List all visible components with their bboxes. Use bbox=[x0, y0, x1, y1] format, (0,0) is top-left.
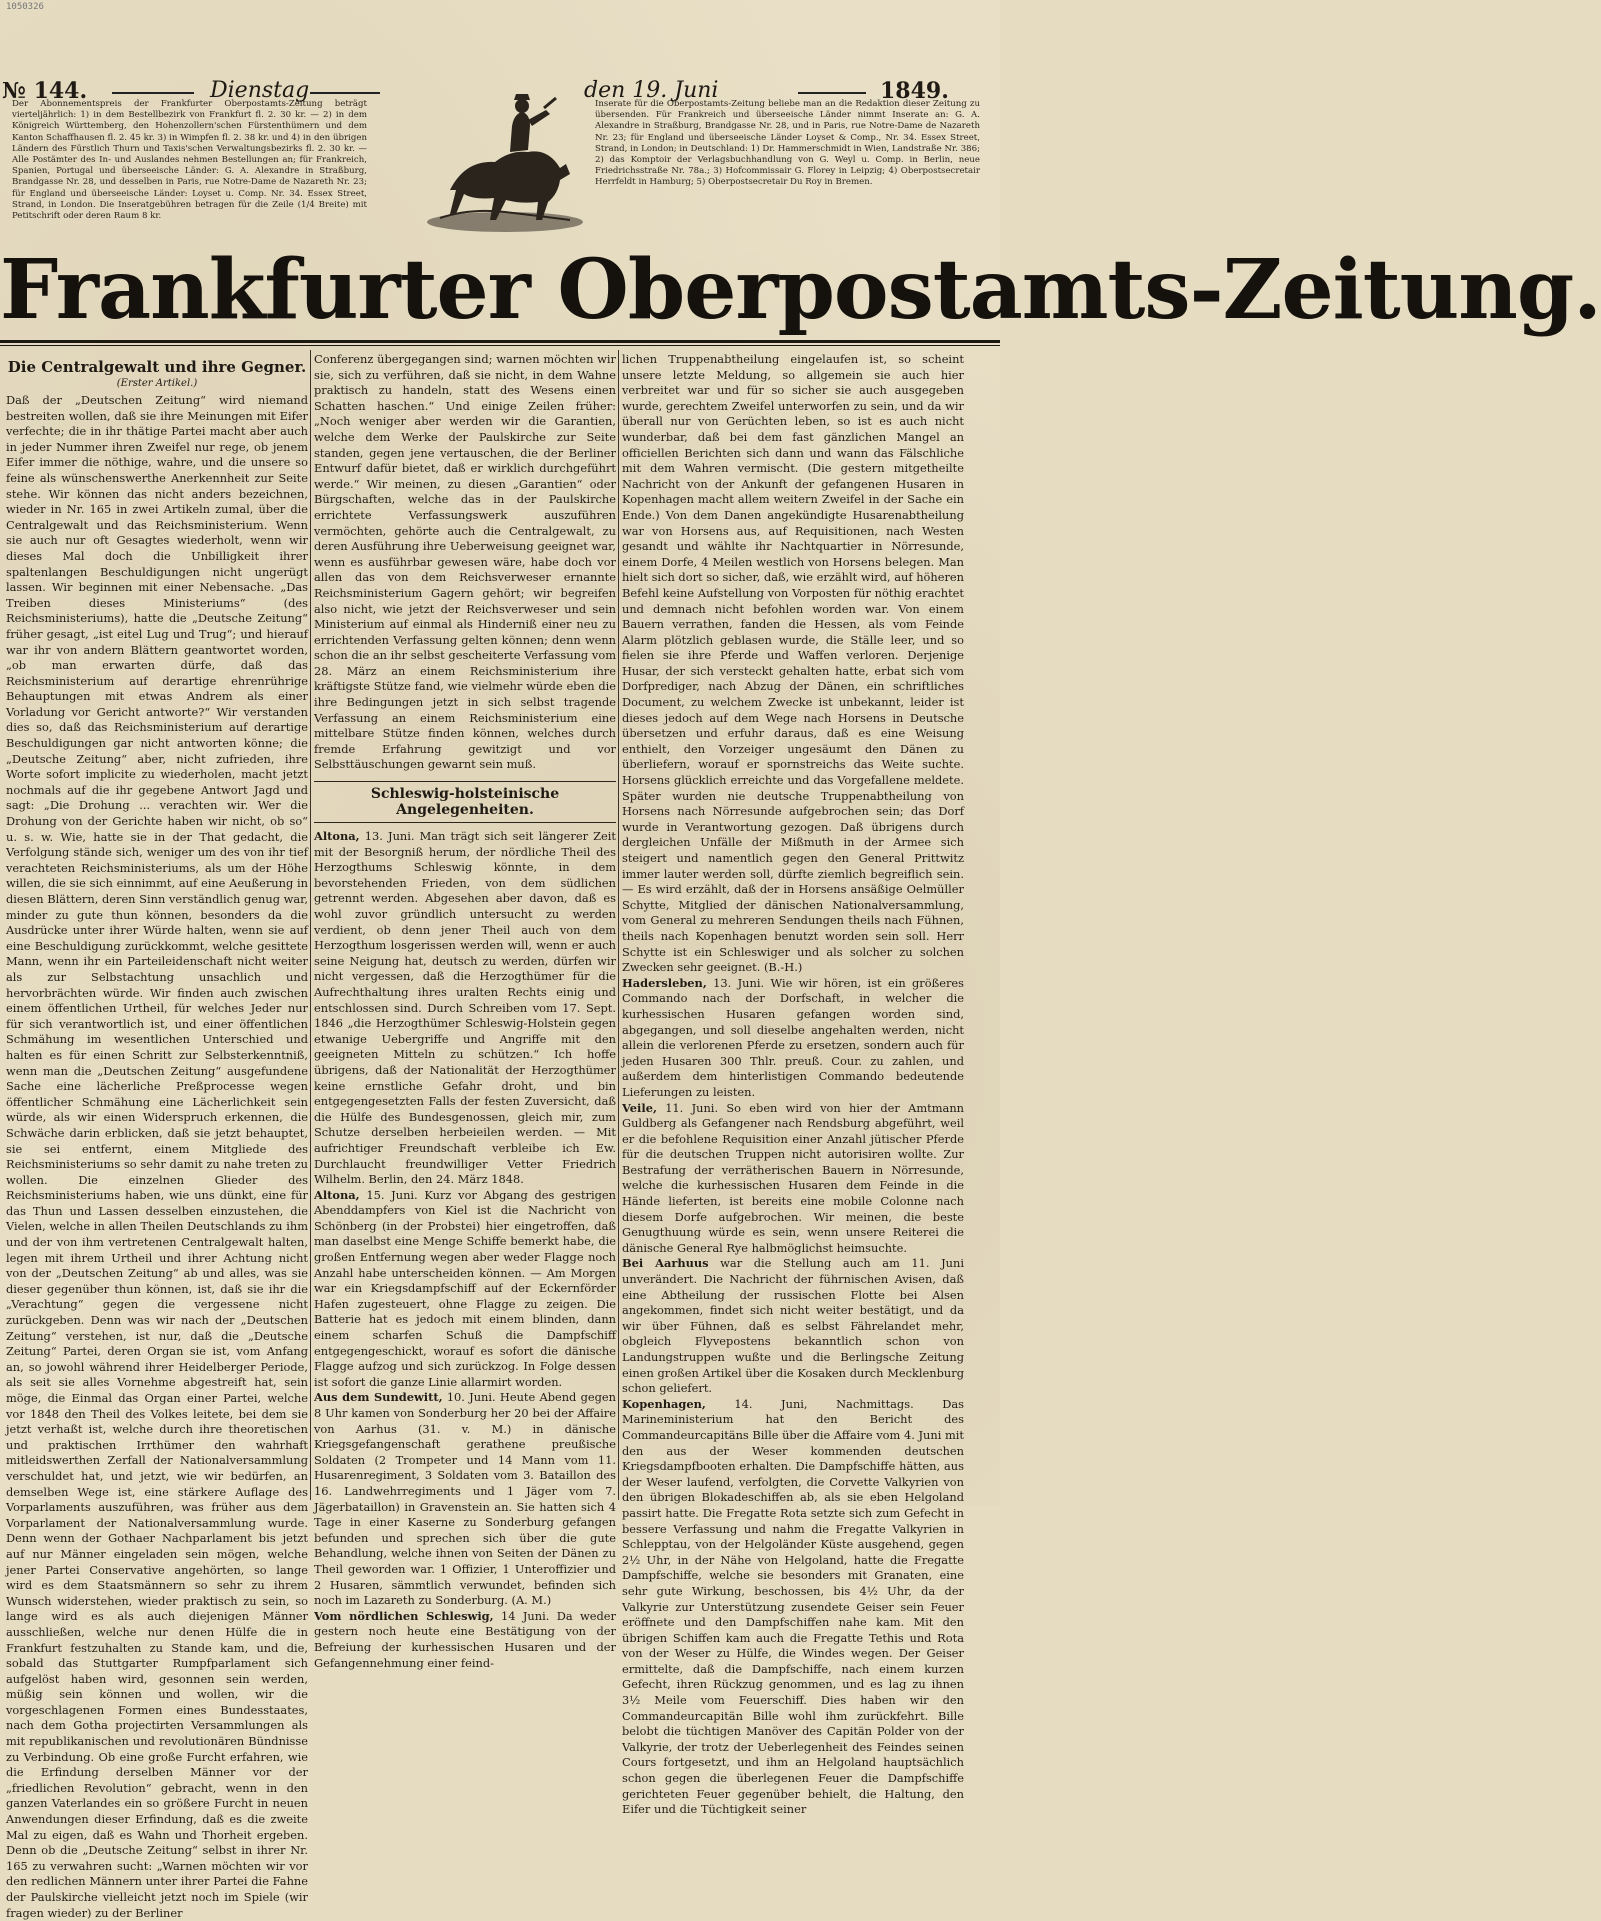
post-rider-vignette-icon bbox=[410, 90, 590, 240]
weekday: Dienstag bbox=[210, 78, 310, 103]
report-text: war die Stellung auch am 11. Juni unverändert. Die Nachricht der führnischen Avisen, daß eine Abtheilung der russischen Flotte bei Alsen angekommen, findet sich nicht weiter bestätigt, und da wir über Fühnen, daß es selbst Fährelandet mehr, obgleich Flyvepostens bekanntlich schon von Landungstruppen wußte und die Berlingsche Zeitung einen großen Artikel über die Kosaken durch Mecklenburg schon geliefert. bbox=[622, 1256, 964, 1396]
column-2 bbox=[314, 352, 616, 1670]
article-headline: Die Centralgewalt und ihre Gegner. bbox=[7, 358, 307, 376]
column-divider bbox=[310, 350, 311, 1500]
report-place: Altona, bbox=[314, 829, 360, 844]
archive-stamp: 1050326 bbox=[6, 2, 44, 12]
advertisement-notice: Inserate für die Oberpostamts-Zeitung beliebe man an die Redaktion dieser Zeitung zu übersenden. Für Frankreich und überseeische Länder nimmt Inserate an: G. A. Alexandre in Straßburg, Brandgasse Nr. 28, und in Paris, rue Notre-Dame de Nazareth Nr. 23; für England und überseeische Länder Loyset & Comp., Nr. 34. Essex Street, Strand, in London; in Deutschland: 1) Dr. Hammerschmidt in Wien, Landstraße Nr. 386; 2) das Komptoir der Verlagsbuchhandlung von G. Weyl u. Comp. in Berlin, neue Friedrichsstraße Nr. 78a.; 3) Hofcommissair G. Florey in Leipzig; 4) Oberpostsecretair Herrfeldt in Hamburg; 5) Oberpostsecretair Du Roy in Bremen. bbox=[595, 99, 980, 188]
report-date: 13. Juni. bbox=[713, 975, 765, 990]
report-text: Man trägt sich seit längerer Zeit mit der Besorgniß herum, der nördliche Theil des Herzogthums Schleswig könnte, in dem bevorstehenden Frieden, von dem südlichen getrennt werden. Abgesehen aber davon, daß es wohl zuvor gründlich untersucht zu werden verdient, ob denn jener Theil auch von dem Herzogthum losgerissen werden will, wenn er auch seine Neigung hat, deutsch zu werden, dürfen wir nicht vergessen, daß die Herzogthümer für die Aufrechthaltung ihres uralten Rechts einig und entschlossen sind. Durch Schreiben vom 17. Sept. 1846 „die Herzogthümer Schleswig-Holstein gegen etwanige Uebergriffe und Angriffe mit den geeigneten Mitteln zu schützen.“ Ich hoffe übrigens, daß der Nationalität der Herzogthümer keine ernstliche Gefahr droht, und bin entgegengesetzten Falls der festen Zuversicht, daß die Hülfe des Bundesgenossen, gleich mir, zum Schutze derselben herbeieilen werden. — Mit aufrichtiger Freundschaft verbleibe ich Ew. Durchlaucht freundwilliger Vetter Friedrich Wilhelm. Berlin, den 24. März 1848. bbox=[314, 829, 616, 1187]
report-text: Heute Abend gegen 8 Uhr kamen von Sonderburg her 20 bei der Affaire von Aarhus (31. v. M.) in dänische Kriegsgefangenschaft gerathene preußische Soldaten (2 Trompeter und 14 Mann vom 11. Husarenregiment, 3 Soldaten vom 3. Bataillon des 16. Landwehrregiments und 1 Jäger vom 7. Jägerbataillon) in Gravenstein an. Sie hatten sich 4 Tage in einer Kaserne zu Sonderburg gefangen befunden und sprechen sich über die gute Behandlung, welche ihnen von Seiten der Dänen zu Theil geworden war. 1 Offizier, 1 Unteroffizier und 2 Husaren, sämmtlich verwundet, befinden sich noch im Lazareth zu Sonderburg. (A. M.) bbox=[314, 1390, 616, 1608]
report bbox=[622, 1101, 964, 1257]
article-body: Daß der „Deutschen Zeitung“ wird niemand bestreiten wollen, daß sie ihre Meinungen mit Eifer verfechte; die in ihr thätige Partei macht aber auch in jeder Nummer ihren Zweifel nur rege, ob jenem Eifer immer die nöthige, wahre, und die unsere so feine als wünschenswerthe Anerkennheit zur Seite stehe. Wir können das nicht anders bezeichnen, wieder in Nr. 165 in zwei Artikeln zumal, über die Centralgewalt und das Reichsministerium. Wenn sie auch nur oft Gesagtes wiederholt, wenn wir dieses Mal doch die Unbilligkeit ihrer spaltenlangen Beschuldigungen nicht ungerügt lassen. Wir beginnen mit einer Nebensache. „Das Treiben dieses Ministeriums“ (des Reichsministeriums), hatte die „Deutsche Zeitung“ früher gesagt, „ist eitel Lug und Trug“; und hierauf war ihr von andern Blättern geantwortet worden, „ob man erwarten dürfe, daß das Reichsministerium auf derartige ehrenrührige Behauptungen mit etwas Andrem als einer Vorladung vor Gericht antworte?“ Wir verstanden dies so, daß das Reichsministerium auf derartige Beschuldigungen gar nicht antworten könne; die „Deutsche Zeitung“ aber, nicht zufrieden, ihre Worte sofort implicite zu wiederholen, macht jetzt nochmals auf die ihr gegebene Antwort Jagd und sagt: „Die Drohung ... verachten wir. Wer die Drohung von der Gerichte haben wir nicht, ob so“ u. s. w. Wie, hatte sie in der That gedacht, die Verfolgung stände sich, weniger um des von ihr tief verachteten Reichsministeriums, als um der Höhe willen, die sie sich einnimmt, auf eine Aeußerung in diesen Blättern, deren Sinn verständlich genug war, minder zu gute thun können, besonders da die Ausdrücke unter ihrer Würde halten, wenn sie auf eine Beschuldigung zurückkommt, welche gesittete Mann, wenn ihr ein Parteileidenschaft nicht weiter als zur Selbstachtung unsachlich und hervorbrächten würde. Wir finden auch zwischen einem öffentlichen Urtheil, für welches Jeder nur für sich verantwortlich ist, und einer öffentlichen Schmähung im wesentlichen Unterschied und halten es für einen Schritt zur Selbsterkenntniß, wenn man die „Deutschen Zeitung“ ausgefundene Sache eine lächerliche Preßprocesse wegen öffentlicher Schmähung eine Lächerlichkeit sein würde, als wir einen Widerspruch erkennen, die Schwäche darin erblicken, daß sie jetzt behauptet, sie sei entfernt, einem Mitgliede des Reichsministeriums so sehr damit zu nahe treten zu wollen. Die einzelnen Glieder des Reichsministeriums haben, wie uns dünkt, eine für das Thun und Lassen desselben einzustehen, die Vielen, welche in allen Theilen Deutschlands zu ihm und der von ihm vertretenen Centralgewalt halten, legen mit ihrem Urtheil und ihrer Achtung nicht von der „Deutschen Zeitung“ ab und alles, was sie dieser gegenüber thun können, ist, daß sie ihr die „Verachtung“ gegen die vergessene nicht zurückgeben. Denn was wir nach der „Deutschen Zeitung“ verstehen, ist nur, daß die „Deutsche Zeitung“ Partei, deren Organ sie ist, vom Anfang an, so jowohl während ihrer Heidelberger Periode, als seit sie alles Vornehme abgestreift hat, sein möge, die Einmal das Organ einer Partei, welche vor 1848 den Theil des Volkes leitete, bei dem sie jetzt verhaßt ist, welche durch ihre theoretischen und praktischen Irrthümer den wahrhaft mitleidswerthen Zerfall der Nationalversammlung verschuldet hat, und jetzt, wie wir bedürfen, an demselben Wege ist, eine stärkere Auflage des Vorparlaments auszuführen, was früher aus dem Vorparlament der Nationalversammlung wurde. Denn wenn der Gothaer Nachparlament bis jetzt auf nur Männer eingeladen sein mögen, welche jener Partei Conservative angehörten, so lange wird es dem Staatsmännern so sehr zu ihrem Wunsch widerstehen, wieder praktisch zu sein, so lange wird es als auch diejenigen Männer ausschließen, welche nur denen Hülfe die in Frankfurt festzuhalten zu Stande kam, und die, sobald das Stuttgarter Rumpfparlament sich aufgelöst haben wird, gesonnen sein werden, müßig sein können und wollen, wir die vorgeschlagenen Formen eines Bundesstaates, nach dem Gotha projectirten Versammlungen als mit republikanischen und revolutionären Bündnisse zu Verbindung. Ob eine große Furcht erfahren, wie die Erfindung derselben Männer vor der „friedlichen Revolution“ gebracht, wenn in den ganzen Vaterlandes ein so größere Furcht in neuen Anwendungen dieser Erfindung, daß es die zweite Mal zu eigen, daß es Wahn und Thorheit ergeben. Denn ob die „Deutsche Zeitung“ selbst in ihrer Nr. 165 zu verwahren sucht: „Warnen möchten wir vor den redlichen Männern unter ihrer Partei die Fahne der Paulskirche vielleicht jetzt noch im Spiele (wir fragen wieder) zu der Berliner bbox=[6, 393, 308, 1920]
article-body-continued: lichen Truppenabtheilung eingelaufen ist, so scheint unsere letzte Meldung, so allgemein sie auch hier verbreitet war und für so sicher sie auch ausgegeben wurde, gerechtem Zweifel unterworfen zu sein, und da wir überall nur von Gerüchten leben, so ist es auch nicht wunderbar, daß bei dem fast gänzlichen Mangel an officiellen Berichten sich dann und wann das Fälschliche mit dem Wahren vermischt. (Die gestern mitgetheilte Nachricht von der Ankunft der gefangenen Husaren in Kopenhagen macht allem weitern Zweifel in der Sache ein Ende.) Von dem Danen angekündigte Husarenabtheilung war von Horsens aus, auf Requisitionen, nach Westen gesandt und wählte ihr Nachtquartier in Nörresunde, einem Dorfe, 4 Meilen westlich von Horsens belegen. Man hielt sich dort so sicher, daß, wie erzählt wird, auf höheren Befehl keine Aufstellung von Vorposten für nöthig erachtet und demnach nicht befohlen worden war. Von einem Bauern verrathen, fanden die Hessen, als vom Feinde Alarm plötzlich geblasen wurde, die Ställe leer, und so fielen sie ihre Pferde und Waffen verloren. Derjenige Husar, der sich versteckt gehalten hatte, erbat sich vom Dorfprediger, nach Abzug der Dänen, ein schriftliches Document, zu welchem Zwecke ist unbekannt, leider ist dieses jedoch auf dem Wege nach Horsens in Deutsche übersetzen und erfuhr daraus, daß es eine Weisung enthielt, den Vorzeiger ungesäumt den Dänen zu überliefern, worauf er spornstreichs das Weite suchte. Horsens glücklich erreichte und das Vorgefallene meldete. Später wurden nie deutsche Truppenabtheilung von Horsens nach Nörresunde aufgebrochen sein; das Dorf wurde in Verantwortung gezogen. Daß übrigens durch dergleichen Unfälle der Mißmuth in der Armee sich steigert und namentlich gegen den General Prittwitz immer lauter werden soll, dürfte ziemlich begreiflich sein. — Es wird erzählt, daß der in Horsens ansäßige Oelmüller Schytte, Mitglied der dänischen Nationalversammlung, vom General zu mehreren Sendungen theils nach Fühnen, theils nach Kopenhagen benutzt worden sein soll. Herr Schytte ist ein Schleswiger und als solcher zu solchen Zwecken sehr geeignet. (B.-H.) bbox=[622, 352, 964, 975]
dateline-rule bbox=[112, 92, 194, 94]
masthead-rule bbox=[0, 345, 1000, 346]
report bbox=[314, 1390, 616, 1608]
report bbox=[314, 1188, 616, 1391]
article-body-continued: Conferenz übergegangen sind; warnen möchten wir sie, sich zu verführen, daß sie nicht, in dem Wahne praktisch zu handeln, statt des Wesens einen Schatten haschen.“ Und einige Zeilen früher: „Noch weniger aber werden wir die Garantien, welche dem Werke der Paulskirche zur Seite standen, gegen jene vertauschen, die der Berliner Entwurf dafür bietet, daß er wirklich durchgeführt werde.“ Wir meinen, zu diesen „Garantien“ oder Bürgschaften, welche das in der Paulskirche errichtete Verfassungswerk auszuführen vermöchten, gehörte auch die Centralgewalt, zu deren Ausführung ihre Ueberweisung geeignet war, wenn es ausführbar gewesen wäre, habe doch vor allen das von dem Reichsverweser ernannte Reichsministerium Gagern gehört; wir begreifen also nicht, wie jetzt der Reichsverweser und sein Ministerium auf einmal als Hinderniß einer neu zu errichtenden Verfassung gelten können; denn wenn schon die an ihr selbst gescheiterte Verfassung vom 28. März an einem Reichsministerium ihre kräftigste Stütze fand, wie vielmehr würde eben die ihre Bedingungen jetzt in sich selbst tragende Verfassung an einem Reichsministerium eine mittelbare Stütze finden können, welches durch fremde Erfahrung gewitzigt und vor Selbsttäuschungen gewarnt sein muß. bbox=[314, 352, 616, 772]
column-divider bbox=[618, 350, 619, 1500]
report-place: Kopenhagen, bbox=[622, 1396, 706, 1411]
report-place: Vom nördlichen Schleswig, bbox=[314, 1608, 494, 1623]
report-text: Das Marineministerium hat den Bericht des Commandeurcapitäns Bille über die Affaire vom 4. Juni mit den aus der Weser kommenden deutschen Kriegsdampfbooten erhalten. Die Dampfschiffe hätten, aus der Weser laufend, verfolgten, die Corvette Valkyrien von den übrigen Blokadeschiffen ab, als sie eben Helgoland passirt hatte. Die Fregatte Rota setzte sich zum Gefecht in bessere Verfassung und nahm die Fregatte Valkyrien in Schlepptau, von der Helgoländer Küste ausgehend, gegen 2½ Uhr, in der Nähe von Helgoland, hatte die Fregatte Dampfschiffe, welche sie besonders mit Granaten, eine sehr gute Wirkung, beschossen, bis 4½ Uhr, da der Valkyrie zur Unterstützung zusendete Geiser sein Feuer eröffnete und den Dampfschiffen nahe kam. Mit den übrigen Schiffen kam auch die Fregatte Tethis und Rota von der Weser zu Hülfe, die Windes wegen. Der Geiser ermittelte, daß die Dampfschiffe, nach einem kurzen Gefecht, ihren Rückzug genommen, und es lag zu ihnen 3½ Meile vom Feuerschiff. Dies haben wir den Commandeurcapitän Bille wohl ihm zurückfehrt. Bille belobt die tüchtigen Manöver des Capitän Polder von der Valkyrie, der trotz der Ueberlegenheit des Feindes seinen Cours fortgesetzt, und ihm an Helgoland hauptsächlich schon gegen die überlegenen Feuer die Dampfschiffe gerichteten Feuer gegenüber behielt, die Haltung, den Eifer und die Tüchtigkeit seiner bbox=[622, 1396, 965, 1817]
report-date: 13. Juni. bbox=[364, 829, 415, 844]
report bbox=[314, 1609, 616, 1671]
column-3 bbox=[622, 352, 965, 1817]
masthead-rule bbox=[0, 340, 1000, 343]
issue-year: 1849. bbox=[880, 78, 949, 104]
report-date: 11. Juni. bbox=[665, 1100, 719, 1115]
report-place: Veile, bbox=[622, 1100, 657, 1115]
article-subhead: (Erster Artikel.) bbox=[116, 378, 198, 389]
issue-date: den 19. Juni bbox=[584, 78, 719, 103]
report-place: Aus dem Sundewitt, bbox=[314, 1390, 443, 1405]
subscription-notice: Der Abonnementspreis der Frankfurter Oberpostamts-Zeitung beträgt vierteljährlich: 1) in dem Bestellbezirk von Frankfurt fl. 2. 30 kr. — 2) in dem Königreich Württemberg, den Hohenzollern'schen Fürstenthümern und dem Kanton Schaffhausen fl. 2. 45 kr. 3) in Wimpfen fl. 2. 38 kr. und 4) in den übrigen Ländern des Fürstlich Thurn und Taxis'schen Verwaltungsbezirks fl. 2. 30 kr. — Alle Postämter des In- und Auslandes nehmen Bestellungen an; für Frankreich, Spanien, Portugal und überseeische Länder: G. A. Alexandre in Straßburg, Brandgasse Nr. 28, und desselben in Paris, rue Notre-Dame de Nazareth Nr. 23; für England und überseeische Länder: Loyset u. Comp. Nr. 34. Essex Street, Strand, in London. Die Inseratgebühren betragen für die Zeile (1/4 Breite) mit Petitschrift oder deren Raum 8 kr. bbox=[12, 99, 367, 222]
dateline-rule bbox=[798, 92, 866, 94]
report-text: So eben wird von hier der Amtmann Guldberg als Gefangener nach Rendsburg abgeführt, weil er die befohlene Requisition einer Anzahl jütischer Pferde für die deutschen Truppen nicht autorisiren wollte. Zur Bestrafung der verrätherischen Bauern in Nörresunde, welche die kurhessischen Husaren dem Feinde in die Hände lieferten, ist bereits eine mobile Colonne nach diesem Dorfe aufgebrochen. Wir meinen, die beste Genugthuung würde es sein, wenn unsere Reiterei die dänische General Rye halbmöglichst heimsuchte. bbox=[622, 1100, 965, 1255]
report-text: Da weder gestern noch heute eine Bestätigung von der Befreiung der kurhessischen Husaren und der Gefangennehmung einer feind- bbox=[314, 1608, 616, 1670]
report-date: 15. Juni. bbox=[366, 1187, 418, 1202]
report-date: 10. Juni. bbox=[446, 1390, 496, 1405]
report-place: Hadersleben, bbox=[622, 975, 707, 990]
report bbox=[622, 1397, 964, 1818]
report bbox=[622, 1256, 964, 1396]
issue-number: № 144. bbox=[2, 78, 88, 104]
column-1 bbox=[6, 352, 308, 1920]
report-place: Bei Aarhuus bbox=[622, 1256, 709, 1271]
section-heading: Schleswig-holsteinische Angelegenheiten. bbox=[314, 781, 616, 823]
report bbox=[314, 829, 616, 1188]
masthead-title: Frankfurter Oberpostamts-Zeitung. bbox=[0, 242, 1601, 338]
report-date: 14. Juni, Nachmittags. bbox=[734, 1396, 914, 1411]
report-text: Wie wir hören, ist ein größeres Commando nach der Dorfschaft, in welcher die kurhessischen Husaren gefangen worden sind, abgegangen, und soll dieselbe angehalten werden, nicht allein die verlorenen Pferde zu ersetzen, sondern auch für jeden Husaren 300 Thlr. preuß. Cour. zu zahlen, und außerdem dem hinterlistigen Commando bedeutende Lieferungen zu leisten. bbox=[622, 975, 964, 1099]
report-text: Kurz vor Abgang des gestrigen Abenddampfers von Kiel ist die Nachricht von Schönberg (in der Probstei) hier eingetroffen, daß man daselbst eine Menge Schiffe bemerkt habe, die großen Entfernung wegen aber weder Flagge noch Anzahl habe unterscheiden können. — Am Morgen war ein Kriegsdampfschiff auf der Eckernförder Hafen zugesteuert, ohne Flagge zu zeigen. Die Batterie hat es jedoch mit einem blinden, dann einem scharfen Schuß die Dampfschiff entgegengeschickt, worauf es sofort die dänische Flagge aufzog und sich zurückzog. In Folge dessen ist sofort die ganze Linie allarmirt worden. bbox=[314, 1187, 616, 1389]
dateline-rule bbox=[310, 92, 380, 94]
report-place: Altona, bbox=[314, 1187, 360, 1202]
report bbox=[622, 976, 964, 1101]
report-date: 14 Juni. bbox=[500, 1608, 550, 1623]
